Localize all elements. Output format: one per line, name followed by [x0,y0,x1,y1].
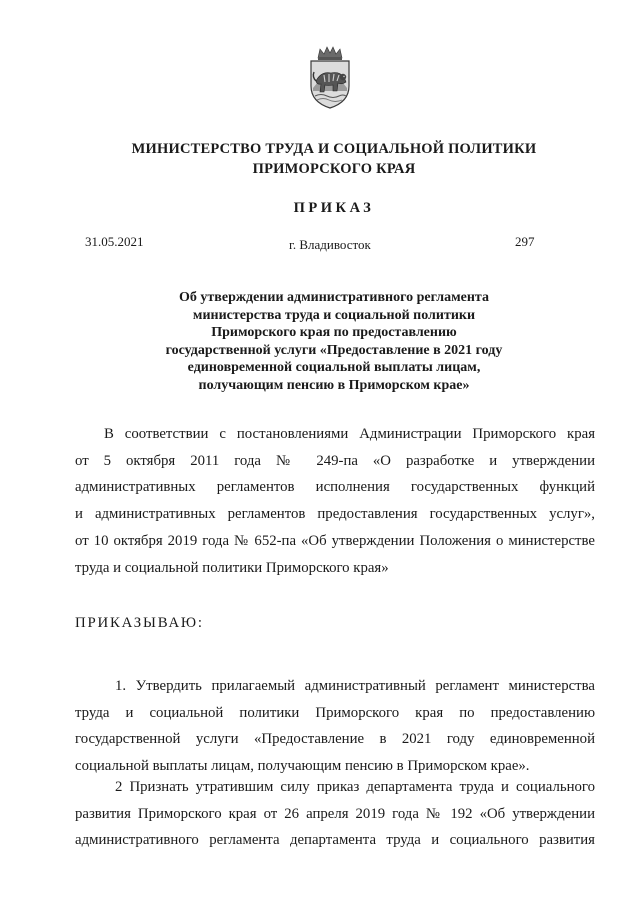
ministry-title-line-2: ПРИМОРСКОГО КРАЯ [252,161,416,177]
paragraph-line: от 10 октября 2019 года № 652-па «Об утверждении Положения о министерстве [75,532,595,549]
preamble-paragraph [75,421,595,581]
order-item-1 [75,673,595,780]
paragraph-line: 1. Утвердить прилагаемый административный регламент министерства [115,678,595,694]
paragraph-line: труда и социальной политики Приморского края по предоставлению [75,704,595,721]
order-directive: ПРИКАЗЫВАЮ: [75,615,204,631]
document-date: 31.05.2021 [85,234,144,249]
subject-line: Приморского края по предоставлению [211,325,457,340]
subject-line: получающим пенсию в Приморском крае» [198,377,470,393]
document-city: г. Владивосток [289,237,371,252]
subject-line: Об утверждении административного регламента [179,290,489,305]
subject-line: единовременной социальной выплаты лицам, [187,360,481,375]
subject-line: государственной услуги «Предоставление в 2021 году [165,342,503,358]
paragraph-line: развития Приморского края от 26 апреля 2019 года № 192 «Об утверждении [75,805,595,822]
paragraph-line: административного регламента департамента труда и социального развития [75,832,595,849]
document-number: 297 [515,234,535,249]
coat-of-arms-icon [302,44,358,110]
paragraph-line: 2 Признать утратившим силу приказ департамента труда и социального [115,779,595,795]
paragraph-line: труда и социальной политики Приморского края» [75,559,389,576]
paragraph-line: административных регламентов исполнения государственных функций [75,479,595,496]
paragraph-line: В соответствии с постановлениями Администрации Приморского края [104,426,595,442]
paragraph-line: от 5 октября 2011 года № 249-па «О разработке и утверждении [75,452,595,469]
subject-line: министерства труда и социальной политики [192,307,476,323]
order-item-2 [75,774,595,854]
document-subject [120,289,548,394]
document-type: ПРИКАЗ [293,200,375,216]
paragraph-line: государственной услуги «Предоставление в 2021 году единовременной [75,731,595,748]
ministry-title-line-1: МИНИСТЕРСТВО ТРУДА И СОЦИАЛЬНОЙ ПОЛИТИКИ [131,141,537,157]
paragraph-line: социальной выплаты лицам, получающим пенсию в Приморском крае». [75,758,530,775]
paragraph-line: и административных регламентов предоставления государственных услуг», [75,506,595,523]
